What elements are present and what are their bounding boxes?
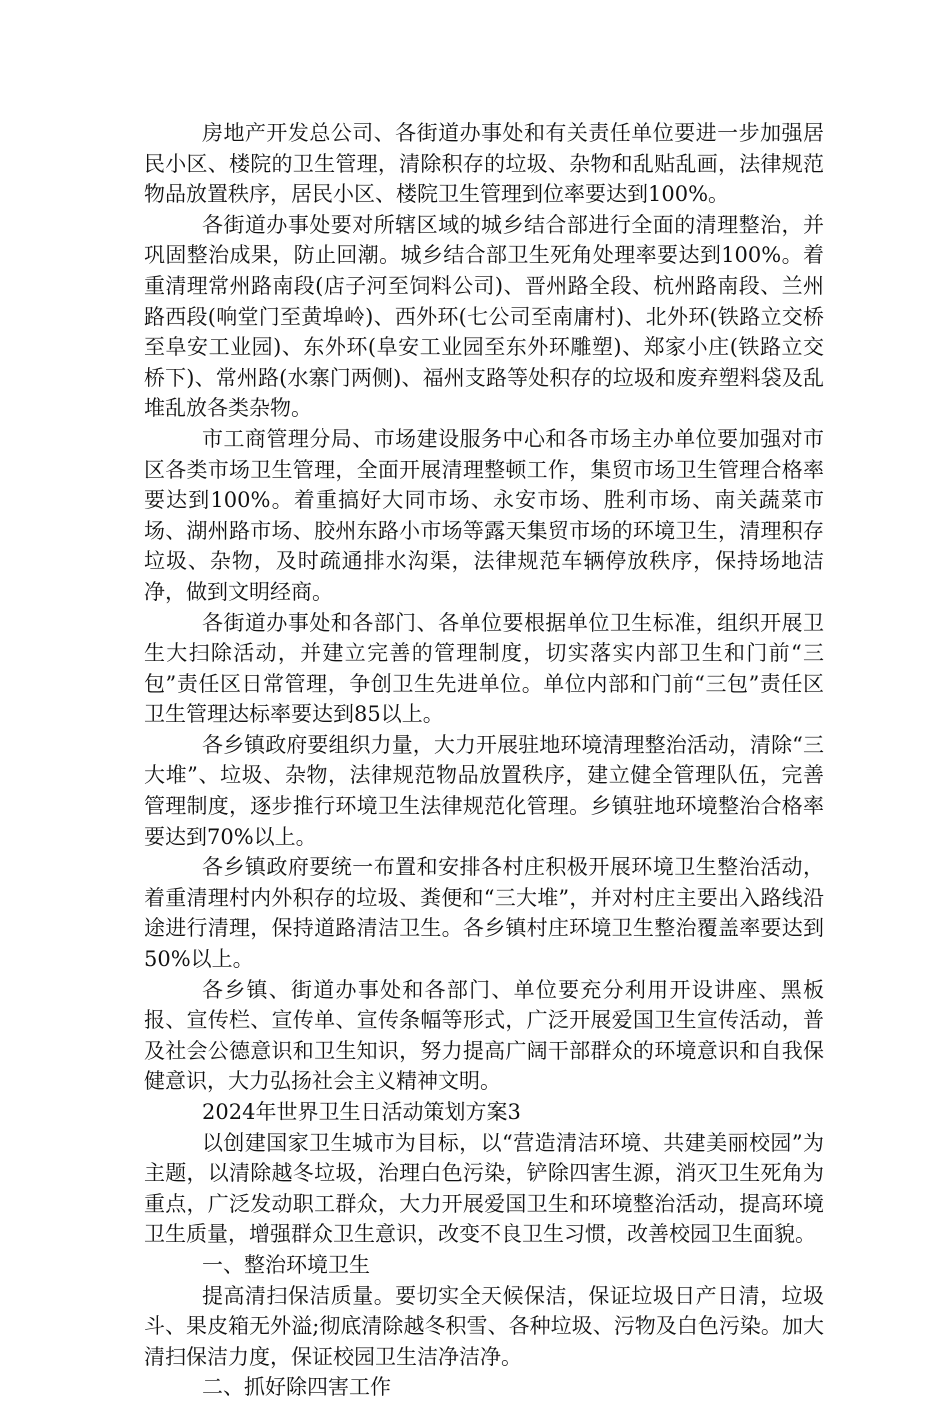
paragraph: 各乡镇、街道办事处和各部门、单位要充分利用开设讲座、黑板报、宣传栏、宣传单、宣传条幅等形式，广泛开展爱国卫生宣传活动，普及社会公德意识和卫生知识，努力提高广阔干部群众的环境意识和自我保健意识，大力弘扬社会主义精神文明。 <box>144 977 824 1094</box>
paragraph: 各街道办事处要对所辖区域的城乡结合部进行全面的清理整治，并巩固整治成果，防止回潮。城乡结合部卫生死角处理率要达到100%。着重清理常州路南段(店子河至饲料公司)、晋州路全段、杭州路南段、兰州路西段(响堂门至黄埠岭)、西外环(七公司至南庸村)、北外环(铁路立交桥至阜安工业园)、东外环(阜安工业园至东外环雕塑)、郑家小庄(铁路立交桥下)、常州路(水寨门两侧)、福州支路等处积存的垃圾和废弃塑料袋及乱堆乱放各类杂物。 <box>144 212 824 421</box>
paragraph: 各街道办事处和各部门、各单位要根据单位卫生标准，组织开展卫生大扫除活动，并建立完善的管理制度，切实落实内部卫生和门前“三包”责任区日常管理，争创卫生先进单位。单位内部和门前“三包”责任区卫生管理达标率要达到85以上。 <box>144 610 824 727</box>
subsection-heading: 二、抓好除四害工作 <box>202 1375 391 1400</box>
paragraph: 市工商管理分局、市场建设服务中心和各市场主办单位要加强对市区各类市场卫生管理，全面开展清理整顿工作，集贸市场卫生管理合格率要达到100%。着重搞好大同市场、永安市场、胜利市场、南关蔬菜市场、湖州路市场、胶州东路小市场等露天集贸市场的环境卫生，清理积存垃圾、杂物，及时疏通排水沟渠，法律规范车辆停放秩序，保持场地洁净，做到文明经商。 <box>144 426 824 604</box>
paragraph: 以创建国家卫生城市为目标，以“营造清洁环境、共建美丽校园”为主题，以清除越冬垃圾，治理白色污染，铲除四害生源，消灭卫生死角为重点，广泛发动职工群众，大力开展爱国卫生和环境整治活动，提高环境卫生质量，增强群众卫生意识，改变不良卫生习惯，改善校园卫生面貌。 <box>144 1130 824 1247</box>
paragraph: 房地产开发总公司、各街道办事处和有关责任单位要进一步加强居民小区、楼院的卫生管理，清除积存的垃圾、杂物和乱贴乱画，法律规范物品放置秩序，居民小区、楼院卫生管理到位率要达到100%。 <box>144 121 824 207</box>
paragraph: 提高清扫保洁质量。要切实全天候保洁，保证垃圾日产日清，垃圾斗、果皮箱无外溢;彻底清除越冬积雪、各种垃圾、污物及白色污染。加大清扫保洁力度，保证校园卫生洁净洁净。 <box>144 1283 824 1369</box>
paragraph: 各乡镇政府要组织力量，大力开展驻地环境清理整治活动，清除“三大堆”、垃圾、杂物，法律规范物品放置秩序，建立健全管理队伍，完善管理制度，逐步推行环境卫生法律规范化管理。乡镇驻地环境整治合格率要达到70%以上。 <box>144 732 824 849</box>
paragraph: 各乡镇政府要统一布置和安排各村庄积极开展环境卫生整治活动，着重清理村内外积存的垃圾、粪便和“三大堆”，并对村庄主要出入路线沿途进行清理，保持道路清洁卫生。各乡镇村庄环境卫生整治覆盖率要达到50%以上。 <box>144 855 824 972</box>
section-heading: 2024年世界卫生日活动策划方案3 <box>202 1100 521 1124</box>
document-page <box>144 118 824 1403</box>
subsection-heading: 一、整治环境卫生 <box>202 1252 370 1277</box>
